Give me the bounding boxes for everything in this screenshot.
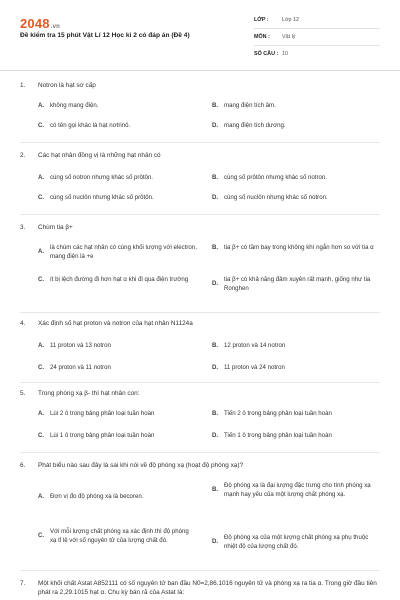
- question-number: 1.: [20, 82, 26, 89]
- question-number: 3.: [20, 224, 26, 231]
- option-letter: B.: [212, 174, 219, 181]
- option-d[interactable]: [212, 534, 382, 551]
- option-letter: C.: [38, 276, 45, 283]
- question-divider: [20, 382, 380, 383]
- option-b[interactable]: [212, 102, 382, 111]
- option-a[interactable]: [38, 410, 208, 419]
- meta-row-class: [254, 12, 380, 29]
- option-b[interactable]: [212, 410, 382, 419]
- question-number: 5.: [20, 390, 26, 397]
- question-6: [20, 462, 380, 550]
- meta-key: SỐ CÂU :: [254, 51, 279, 57]
- question-body: Các hạt nhân đồng vị là những hạt nhân có: [38, 152, 161, 159]
- exam-title: Đề kiểm tra 15 phút Vật Lí 12 Học kì 2 có đáp án (Đề 4): [20, 32, 190, 39]
- header-divider: [0, 70, 400, 71]
- question-text: [20, 224, 380, 233]
- option-b[interactable]: [212, 174, 382, 183]
- option-text: Độ phóng xạ là đại lượng đặc trưng cho tính phóng xạ mạnh hay yếu của một lượng chất phóng xạ.: [224, 482, 371, 498]
- logo-tld: .vn: [50, 24, 61, 30]
- question-2: [20, 152, 380, 201]
- option-c[interactable]: [38, 432, 208, 441]
- question-body: Xác định số hạt proton và notron của hạt nhân N1124a: [38, 320, 193, 327]
- option-text: Lùi 1 ô trong bảng phân loại tuần hoàn: [50, 432, 155, 439]
- option-c[interactable]: [38, 276, 208, 285]
- option-a[interactable]: [38, 342, 208, 351]
- option-letter: D.: [212, 122, 219, 129]
- option-d[interactable]: [212, 364, 382, 373]
- meta-value: Lớp 12: [282, 17, 300, 23]
- question-3: [20, 224, 380, 292]
- option-letter: B.: [212, 486, 219, 494]
- option-b[interactable]: [212, 244, 382, 253]
- option-letter: B.: [212, 342, 219, 349]
- option-text: Đơn vị đo độ phóng xạ là becoren.: [50, 493, 144, 500]
- question-7: [20, 580, 380, 598]
- option-letter: C.: [38, 122, 45, 129]
- option-d[interactable]: [212, 122, 382, 131]
- option-text: cùng số nuclôn nhưng khác số prôtôn.: [50, 194, 154, 201]
- option-letter: A.: [38, 174, 45, 181]
- option-d[interactable]: [212, 432, 382, 441]
- question-text: [20, 462, 380, 471]
- option-letter: D.: [212, 432, 219, 439]
- option-text: mang điện tích âm.: [224, 102, 276, 109]
- exam-meta: [254, 12, 380, 62]
- meta-value: 10: [282, 51, 288, 57]
- meta-key: MÔN :: [254, 34, 270, 40]
- option-text: 24 proton và 11 notron: [50, 364, 111, 371]
- question-divider: [20, 452, 380, 453]
- question-5: [20, 390, 380, 439]
- question-body: Phát biểu nào sau đây là sai khi nói về độ phóng xạ (hoạt độ phóng xạ)?: [38, 462, 244, 469]
- option-text: tia β+ có khả năng đâm xuyên rất mạnh, giống như tia Ronghen: [224, 276, 371, 292]
- question-text: [20, 152, 380, 161]
- option-c[interactable]: [38, 122, 208, 131]
- option-text: 12 proton và 14 notron: [224, 342, 286, 349]
- question-body: Chùm tia β+: [38, 224, 73, 231]
- option-text: 11 proton và 13 notron: [50, 342, 111, 349]
- question-text: [20, 580, 380, 598]
- question-text: [20, 320, 380, 329]
- question-divider: [20, 570, 380, 571]
- option-letter: B.: [212, 102, 219, 109]
- option-letter: C.: [38, 194, 45, 201]
- option-a[interactable]: [38, 493, 208, 502]
- page-header: [0, 0, 400, 70]
- question-1: [20, 82, 380, 129]
- question-body: Một khối chất Astat A852111 có số nguyên tử ban đầu N0=2,86.1016 nguyên tử và phóng xạ ra tia α. Trong giờ đầu tiên phát ra 2,29.1015 hạt α. Chu kỳ bán rã của Astat là:: [38, 580, 377, 596]
- option-text: Với mỗi lượng chất phóng xạ xác định thì độ phóng xạ tỉ lệ với số nguyên tử của lượng chất đó.: [50, 528, 189, 544]
- option-letter: C.: [38, 432, 45, 439]
- option-letter: A.: [38, 342, 45, 349]
- meta-row-count: [254, 46, 380, 62]
- option-d[interactable]: [212, 194, 382, 203]
- option-letter: B.: [212, 244, 219, 251]
- option-text: không mang điện.: [50, 102, 99, 109]
- option-text: ít bị lệch đường đi hơn hạt α khi đi qua điện trường: [50, 276, 189, 283]
- question-body: Trong phóng xạ β- thì hạt nhân con:: [38, 390, 140, 397]
- question-number: 2.: [20, 152, 26, 159]
- option-d[interactable]: [212, 276, 382, 293]
- option-letter: A.: [38, 248, 45, 256]
- option-text: cùng số nuclôn nhưng khác số notron.: [224, 194, 328, 201]
- option-text: cùng số notron nhưng khác số prôtôn.: [50, 174, 154, 181]
- option-a[interactable]: [38, 102, 208, 111]
- option-text: Lùi 2 ô trong bảng phân loại tuần hoàn: [50, 410, 155, 417]
- option-letter: C.: [38, 364, 45, 371]
- meta-key: LỚP :: [254, 17, 269, 23]
- question-number: 6.: [20, 462, 26, 469]
- question-text: [20, 390, 380, 399]
- option-text: có tên gọi khác là hạt nơtrinô.: [50, 122, 131, 129]
- option-text: Tiến 1 ô trong bảng phân loại tuần hoàn: [224, 432, 332, 439]
- option-letter: D.: [212, 538, 219, 546]
- option-text: mang điện tích dương.: [224, 122, 286, 129]
- option-c[interactable]: [38, 194, 208, 203]
- option-letter: C.: [38, 532, 45, 540]
- option-text: cùng số prôtôn nhưng khác số notron.: [224, 174, 328, 181]
- meta-row-subject: [254, 29, 380, 46]
- question-number: 4.: [20, 320, 26, 327]
- option-letter: A.: [38, 410, 45, 417]
- option-text: tia β+ có tầm bay trong không khí ngắn hơn so với tia α: [224, 244, 374, 251]
- question-divider: [20, 214, 380, 215]
- option-text: Độ phóng xạ của một lượng chất phóng xạ phụ thuộc nhiệt độ của lượng chất đó.: [224, 534, 369, 550]
- question-number: 7.: [20, 580, 26, 587]
- meta-value: Vật lý: [282, 34, 296, 40]
- option-letter: D.: [212, 194, 219, 201]
- option-b[interactable]: [212, 342, 382, 351]
- option-letter: A.: [38, 493, 45, 500]
- option-letter: A.: [38, 102, 45, 109]
- question-body: Notron là hạt sơ cấp: [38, 82, 96, 89]
- option-text: Tiến 2 ô trong bảng phân loại tuần hoàn: [224, 410, 332, 417]
- question-divider: [20, 312, 380, 313]
- option-a[interactable]: [38, 244, 208, 261]
- option-a[interactable]: [38, 174, 208, 183]
- option-b[interactable]: [212, 482, 382, 499]
- logo-main: 2048: [20, 16, 50, 31]
- option-letter: D.: [212, 364, 219, 371]
- option-letter: B.: [212, 410, 219, 417]
- question-text: [20, 82, 380, 91]
- option-text: 11 proton và 24 notron: [224, 364, 285, 371]
- question-divider: [20, 142, 380, 143]
- site-logo[interactable]: [20, 16, 60, 31]
- option-c[interactable]: [38, 528, 208, 545]
- option-letter: D.: [212, 280, 219, 288]
- option-text: là chùm các hạt nhân có cùng khối lượng với electron, mang điện là +e: [50, 244, 197, 260]
- option-c[interactable]: [38, 364, 208, 373]
- question-4: [20, 320, 380, 371]
